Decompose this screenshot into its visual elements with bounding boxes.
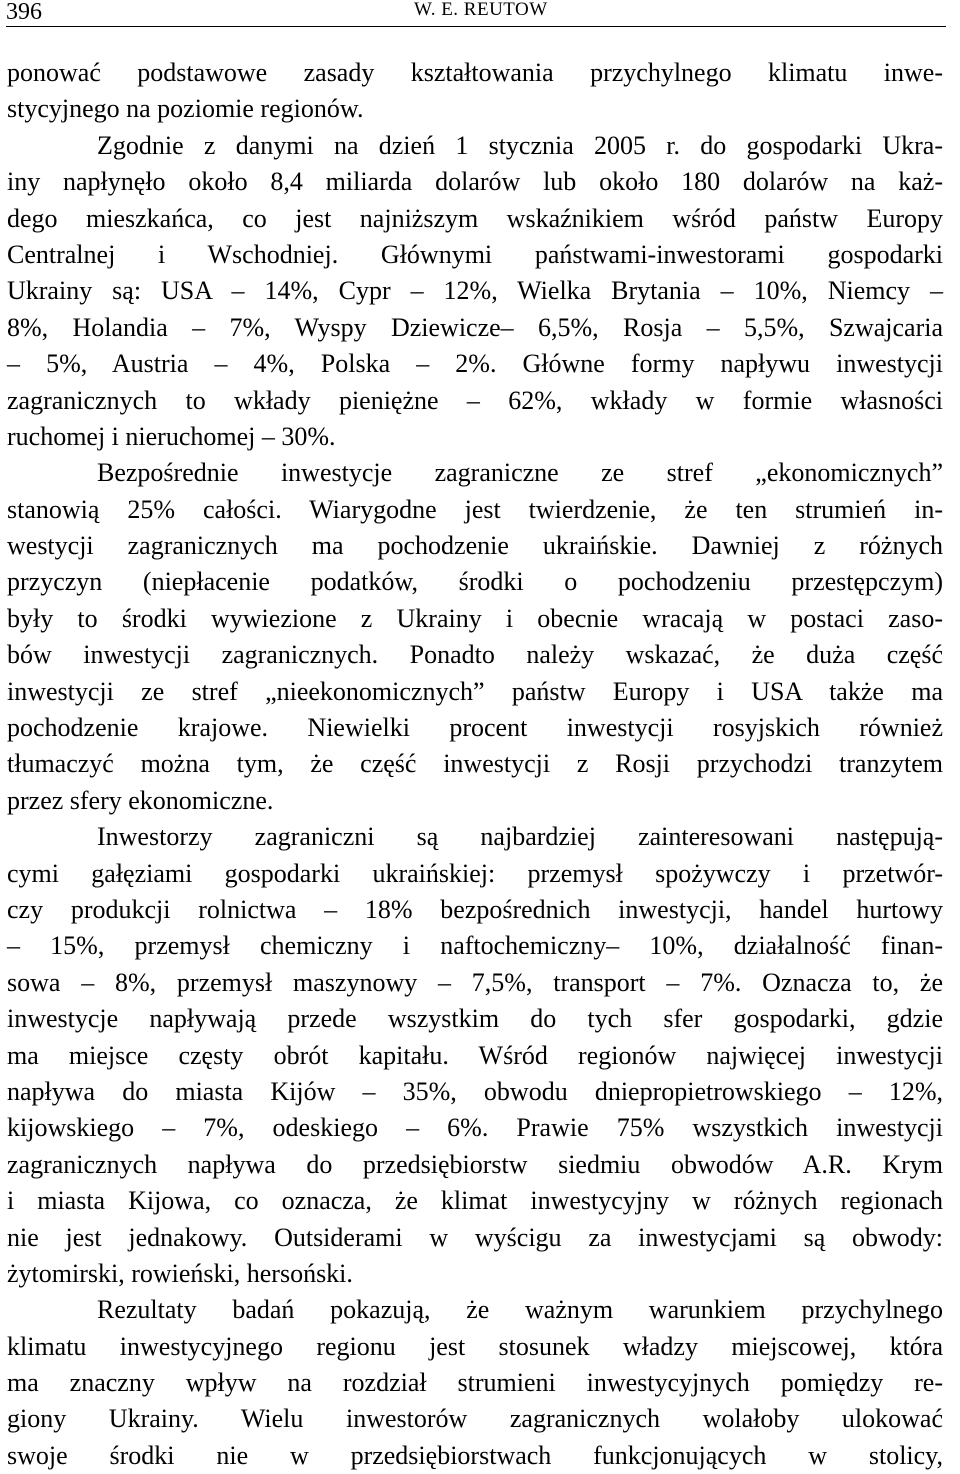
text-line: 8%, Holandia – 7%, Wyspy Dziewicze– 6,5%, Rosja – 5,5%, Szwajcaria [7,312,943,342]
text-line: dego mieszkańca, co jest najniższym wskaźnikiem wśród państw Europy [7,203,943,233]
text-line: Bezpośrednie inwestycje zagraniczne ze stref „ekonomicznych” [97,458,943,488]
text-line: swoje środki nie w przedsiębiorstwach funkcjonujących w stolicy, [7,1440,943,1470]
text-line: przyczyn (niepłacenie podatków, środki o pochodzeniu przestępczym) [7,567,943,597]
text-line: giony Ukrainy. Wielu inwestorów zagranicznych wolałoby ulokować [7,1404,943,1434]
text-line: i miasta Kijowa, co oznacza, że klimat inwestycyjny w różnych regionach [7,1186,943,1216]
text-line: Zgodnie z danymi na dzień 1 stycznia 2005 r. do gospodarki Ukra- [97,130,943,160]
text-line: zagranicznych napływa do przedsiębiorstw siedmiu obwodów A.R. Krym [7,1149,943,1179]
text-line: stycyjnego na poziomie regionów. [7,94,364,124]
text-line: klimatu inwestycyjnego regionu jest stosunek władzy miejscowej, która [7,1331,943,1361]
body-text [7,55,943,1474]
text-line: pochodzenie krajowe. Niewielki procent inwestycji rosyjskich również [7,713,943,743]
text-line: bów inwestycji zagranicznych. Ponadto należy wskazać, że duża część [7,640,943,670]
text-line: były to środki wywiezione z Ukrainy i obecnie wracają w postaci zaso- [7,603,943,633]
text-line: ma miejsce częsty obrót kapitału. Wśród regionów najwięcej inwestycji [7,1040,943,1070]
page-number: 396 [6,0,42,25]
text-line: tłumaczyć można tym, że część inwestycji z Rosji przychodzi tranzytem [7,749,943,779]
text-line: – 5%, Austria – 4%, Polska – 2%. Główne formy napływu inwestycji [7,349,943,379]
text-line: Inwestorzy zagraniczni są najbardziej zainteresowani następują- [97,822,943,852]
text-line: napływa do miasta Kijów – 35%, obwodu dniepropietrowskiego – 12%, [7,1076,943,1106]
text-line: ruchomej i nieruchomej – 30%. [7,421,336,451]
running-header [6,0,946,27]
text-line: Ukrainy są: USA – 14%, Cypr – 12%, Wielka Brytania – 10%, Niemcy – [7,276,943,306]
text-line: stanowią 25% całości. Wiarygodne jest twierdzenie, że ten strumień in- [7,494,943,524]
text-line: czy produkcji rolnictwa – 18% bezpośrednich inwestycji, handel hurtowy [7,894,943,924]
text-line: sowa – 8%, przemysł maszynowy – 7,5%, transport – 7%. Oznacza to, że [7,967,943,997]
text-line: inwestycji ze stref „nieekonomicznych” państw Europy i USA także ma [7,676,943,706]
running-title: W. E. REUTOW [414,0,548,20]
text-line: zagranicznych to wkłady pieniężne – 62%, wkłady w formie własności [7,385,943,415]
text-line: – 15%, przemysł chemiczny i naftochemiczny– 10%, działalność finan- [7,931,943,961]
text-line: Centralnej i Wschodniej. Głównymi państwami-inwestorami gospodarki [7,239,943,269]
text-line: przez sfery ekonomiczne. [7,785,274,815]
text-line: nie jest jednakowy. Outsiderami w wyścigu za inwestycjami są obwody: [7,1222,943,1252]
text-line: ponować podstawowe zasady kształtowania przychylnego klimatu inwe- [7,58,943,87]
text-line: inwestycje napływają przede wszystkim do tych sfer gospodarki, gdzie [7,1004,943,1034]
text-line: żytomirski, rowieński, hersoński. [7,1258,353,1288]
text-line: cymi gałęziami gospodarki ukraińskiej: przemysł spożywczy i przetwór- [7,858,943,888]
text-line: Rezultaty badań pokazują, że ważnym warunkiem przychylnego [97,1295,943,1325]
text-line: iny napłynęło około 8,4 miliarda dolarów lub około 180 dolarów na każ- [7,167,943,197]
text-line: ma znaczny wpływ na rozdział strumieni inwestycyjnych pomiędzy re- [7,1368,943,1398]
text-line: kijowskiego – 7%, odeskiego – 6%. Prawie 75% wszystkich inwestycji [7,1113,943,1143]
text-line: westycji zagranicznych ma pochodzenie ukraińskie. Dawniej z różnych [7,531,943,561]
